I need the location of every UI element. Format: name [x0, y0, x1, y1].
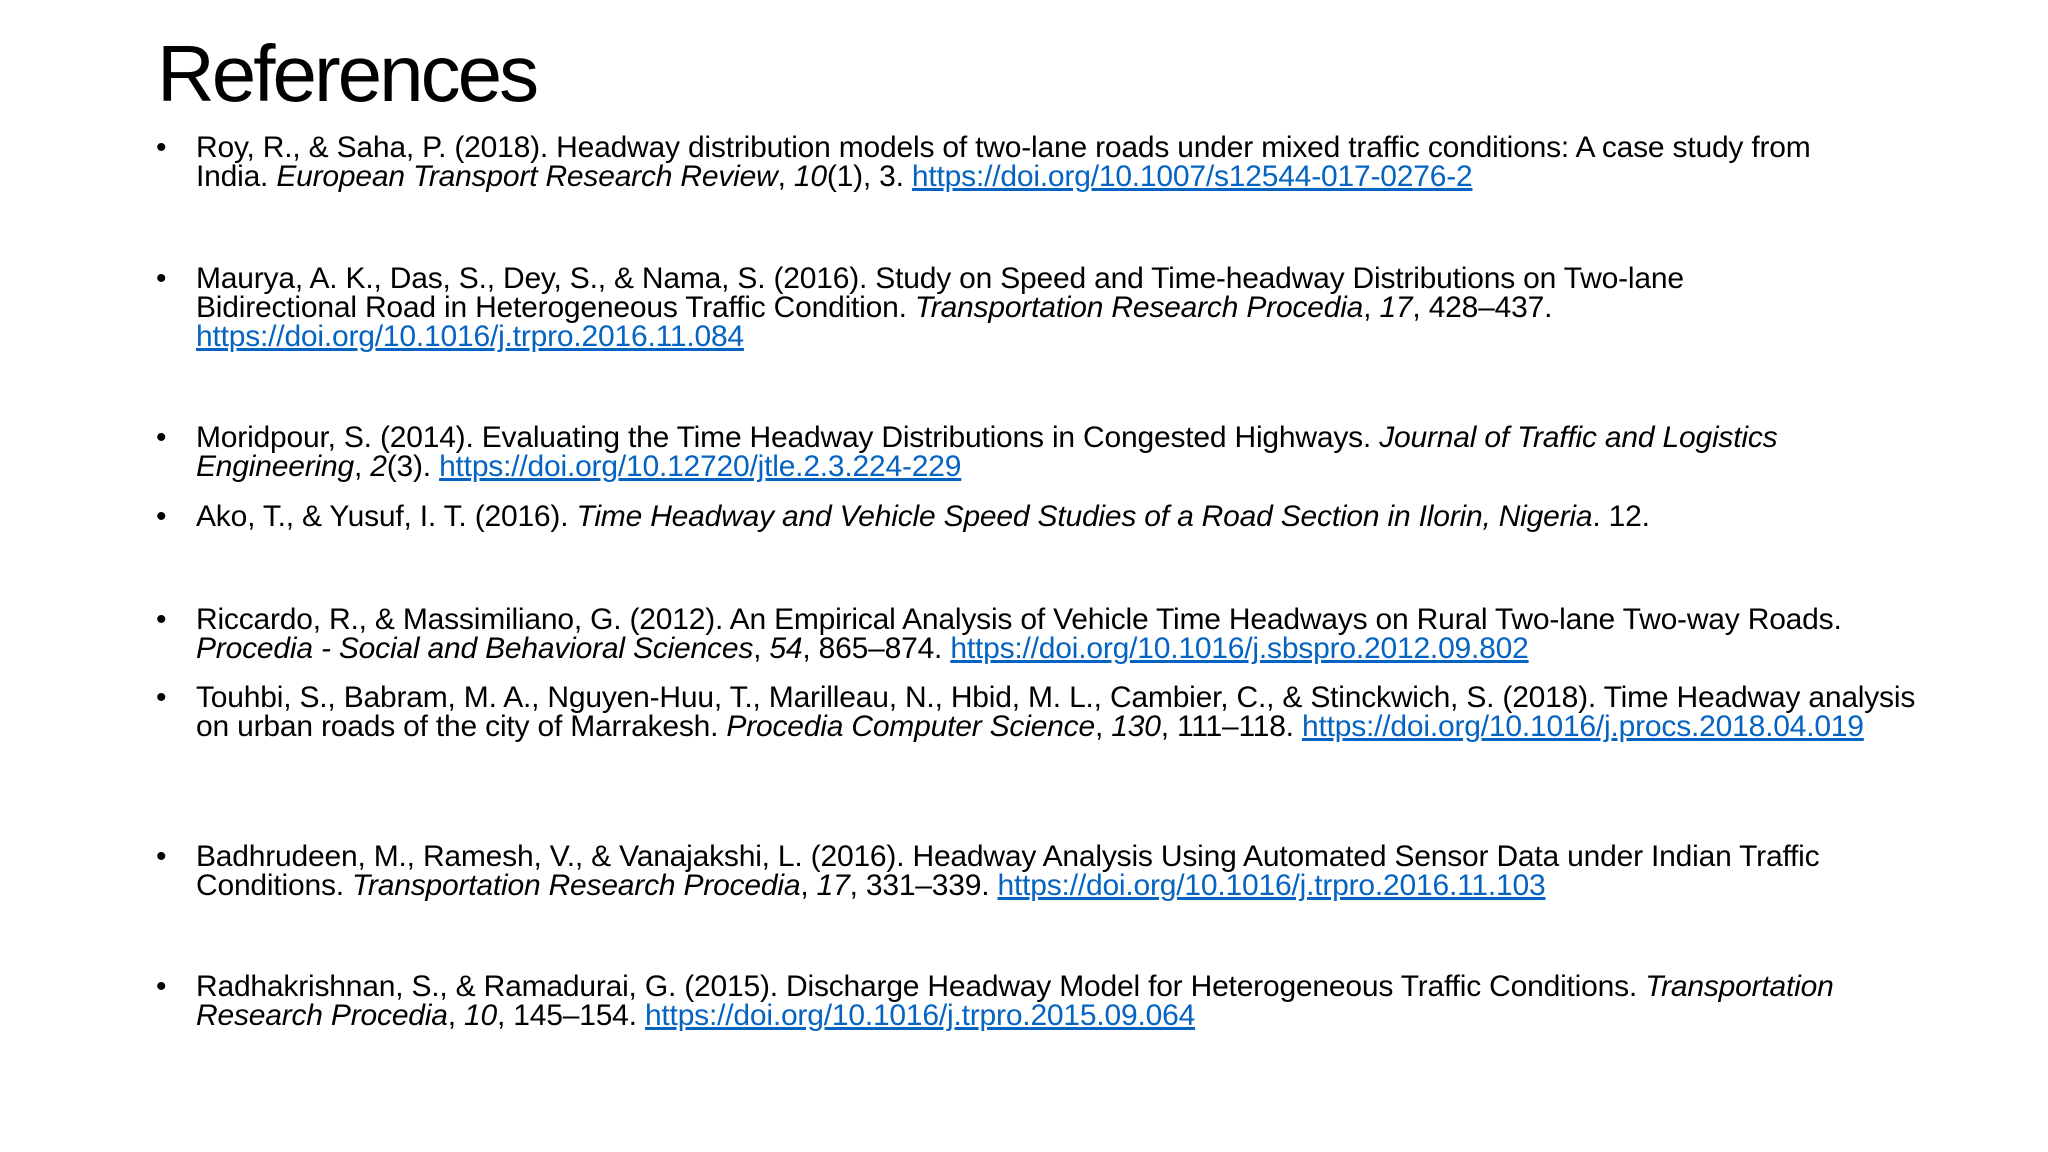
reference-sep: , [447, 999, 465, 1032]
reference-item [156, 972, 1836, 1030]
reference-sep: , [753, 632, 770, 665]
reference-text [196, 502, 1916, 531]
reference-pages: , 331–339. [849, 869, 998, 902]
bullet-icon: • [156, 421, 167, 454]
reference-volume: 10 [793, 160, 827, 193]
reference-volume: 10 [464, 999, 497, 1032]
reference-authors: Badhrudeen, M., Ramesh, V., & Vanajakshi, L. (2016). Headway Analysis Using Automated Sensor Data under Indian Traffic Conditions. [196, 840, 1820, 902]
reference-sep: , [777, 160, 794, 193]
reference-journal: Transportation Research Procedia [914, 291, 1364, 324]
reference-volume: 17 [1379, 291, 1413, 324]
reference-item [156, 264, 1836, 351]
bullet-icon: • [156, 262, 167, 295]
reference-authors: Roy, R., & Saha, P. (2018). Headway distribution models of two-lane roads under mixed traffic conditions: A case study from India. [196, 131, 1811, 193]
doi-link[interactable]: https://doi.org/10.1016/j.procs.2018.04.019 [1301, 710, 1864, 743]
reference-volume: 130 [1111, 710, 1161, 743]
reference-text [196, 842, 1936, 900]
reference-text [196, 605, 1886, 663]
reference-authors: Riccardo, R., & Massimiliano, G. (2012). An Empirical Analysis of Vehicle Time Headways on Rural Two-lane Two-way Roads. [196, 603, 1842, 636]
reference-authors: Touhbi, S., Babram, M. A., Nguyen-Huu, T., Marilleau, N., Hbid, M. L., Cambier, C., & Stinckwich, S. (2018). Time Headway analysis on urban roads of the city of Marrakesh. [196, 681, 1916, 743]
page-title: References [157, 29, 537, 118]
reference-journal: Time Headway and Vehicle Speed Studies of a Road Section in Ilorin, Nigeria [576, 500, 1593, 533]
reference-journal: European Transport Research Review [276, 160, 778, 193]
reference-journal: Transportation Research Procedia [352, 869, 801, 902]
reference-item [156, 423, 1916, 481]
reference-sep: , [800, 869, 817, 902]
reference-item [156, 502, 1916, 531]
bullet-icon: • [156, 681, 167, 714]
reference-item [156, 842, 1936, 900]
reference-pages: (3). [386, 450, 440, 483]
bullet-icon: • [156, 840, 167, 873]
reference-sep: , [1094, 710, 1112, 743]
reference-authors: Ako, T., & Yusuf, I. T. (2016). [196, 500, 577, 533]
reference-item [156, 683, 1916, 741]
reference-volume: 54 [769, 632, 803, 665]
reference-sep: , [1363, 291, 1380, 324]
doi-link[interactable]: https://doi.org/10.1016/j.sbspro.2012.09.802 [950, 632, 1529, 665]
reference-journal: Journal of Traffic and Logistics Engineering [196, 421, 1778, 483]
reference-authors: Radhakrishnan, S., & Ramadurai, G. (2015). Discharge Headway Model for Heterogeneous Traffic Conditions. [196, 970, 1646, 1003]
reference-pages: (1), 3. [826, 160, 912, 193]
reference-journal: Transportation Research Procedia [196, 970, 1834, 1032]
reference-text [196, 683, 1916, 741]
bullet-icon: • [156, 131, 167, 164]
reference-item [156, 605, 1886, 663]
reference-item [156, 133, 1876, 191]
reference-pages: , 145–154. [497, 999, 645, 1032]
doi-link[interactable]: https://doi.org/10.1016/j.trpro.2016.11.084 [196, 320, 744, 353]
reference-pages: , 428–437. [1412, 291, 1553, 324]
reference-text [196, 423, 1916, 481]
doi-link[interactable]: https://doi.org/10.1016/j.trpro.2016.11.103 [997, 869, 1546, 902]
reference-pages: , 111–118. [1160, 710, 1302, 743]
reference-journal: Procedia - Social and Behavioral Sciences [196, 632, 754, 665]
bullet-icon: • [156, 603, 167, 636]
reference-text [196, 133, 1876, 191]
reference-volume: 17 [816, 869, 850, 902]
reference-pages: . 12. [1592, 500, 1650, 533]
doi-link[interactable]: https://doi.org/10.12720/jtle.2.3.224-229 [439, 450, 962, 483]
reference-authors: Moridpour, S. (2014). Evaluating the Time Headway Distributions in Congested Highways. [196, 421, 1380, 454]
doi-link[interactable]: https://doi.org/10.1016/j.trpro.2015.09.064 [644, 999, 1196, 1032]
reference-sep: , [353, 450, 371, 483]
reference-text [196, 972, 1836, 1030]
doi-link[interactable]: https://doi.org/10.1007/s12544-017-0276-2 [911, 160, 1473, 193]
reference-volume: 2 [370, 450, 387, 483]
bullet-icon: • [156, 970, 167, 1003]
reference-journal: Procedia Computer Science [726, 710, 1095, 743]
reference-text [196, 264, 1836, 351]
reference-authors: Maurya, A. K., Das, S., Dey, S., & Nama, S. (2016). Study on Speed and Time-headway Distributions on Two-lane Bidirectional Road in Heterogeneous Traffic Condition. [196, 262, 1684, 324]
bullet-icon: • [156, 500, 167, 533]
reference-pages: , 865–874. [802, 632, 951, 665]
